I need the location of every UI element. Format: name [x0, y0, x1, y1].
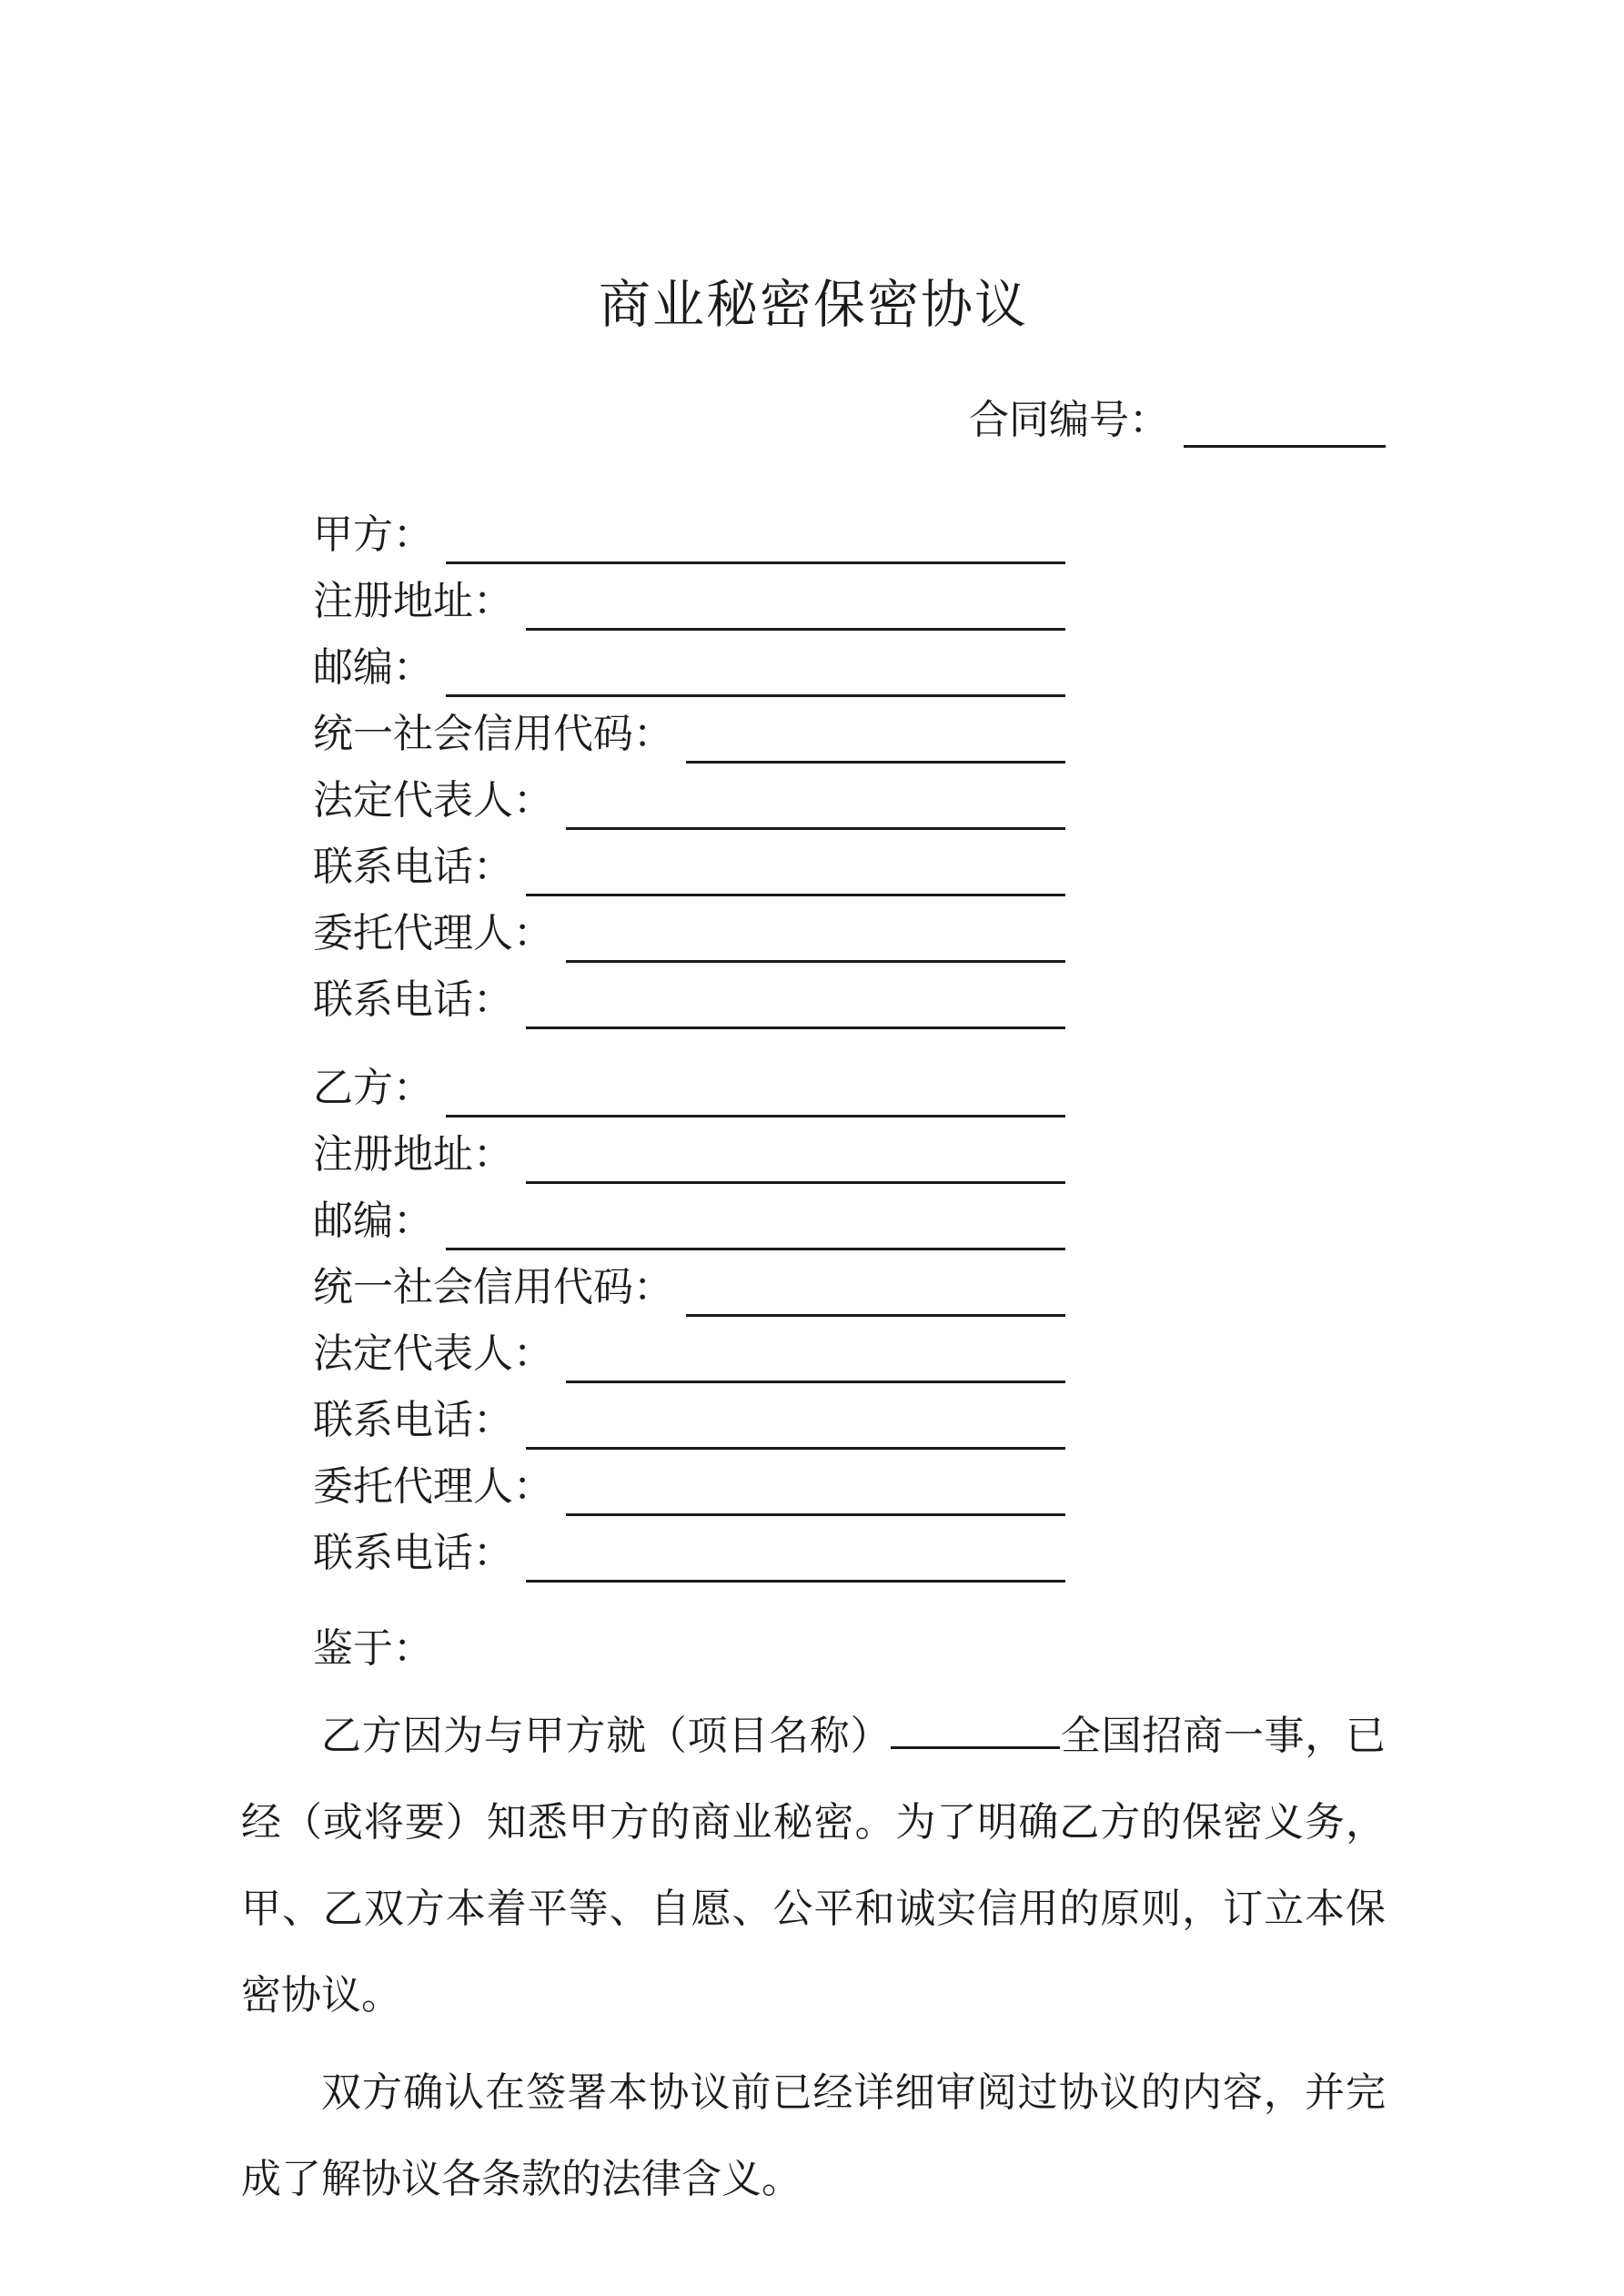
- party-b-agent-phone-row: [313, 1516, 1065, 1583]
- party-a-phone-blank[interactable]: [526, 844, 1065, 896]
- recital-text-before-blank: 乙方因为与甲方就（项目名称）: [321, 1714, 892, 1758]
- party-b-agent-phone-label: 联系电话：: [313, 1531, 513, 1575]
- party-b-name-label: 乙方：: [313, 1066, 433, 1110]
- party-a-agent-blank[interactable]: [566, 910, 1065, 963]
- party-a-agent-phone-row: [313, 963, 1065, 1029]
- party-b-phone-blank[interactable]: [526, 1397, 1065, 1450]
- party-b-legal-representative-row: [313, 1317, 1065, 1383]
- project-name-blank[interactable]: [891, 1718, 1060, 1749]
- party-b-agent-phone-blank[interactable]: [526, 1530, 1065, 1583]
- party-b-phone-row: [313, 1383, 1065, 1450]
- party-b-agent-blank[interactable]: [566, 1463, 1065, 1516]
- party-b-postal-code-label: 邮编：: [313, 1199, 433, 1243]
- party-a-section: [313, 498, 1065, 1029]
- party-b-legal-representative-blank[interactable]: [566, 1330, 1065, 1383]
- party-b-name-row: [313, 1051, 1065, 1118]
- party-b-name-blank[interactable]: [446, 1065, 1065, 1118]
- confirmation-paragraph: 双方确认在签署本协议前已经详细审阅过协议的内容，并完成了解协议各条款的法律含义。: [241, 2070, 1386, 2201]
- party-b-phone-label: 联系电话：: [313, 1398, 513, 1442]
- party-b-credit-code-blank[interactable]: [686, 1264, 1065, 1317]
- party-a-phone-label: 联系电话：: [313, 845, 513, 889]
- recital-text-after-blank: 全国招商一事，已经（或将要）知悉甲方的商业秘密。为了明确乙方的保密义务，甲、乙双方本着平等、自愿、公平和诚实信用的原则，订立本保密协议。: [241, 1714, 1387, 2018]
- party-b-credit-code-label: 统一社会信用代码：: [313, 1265, 673, 1310]
- party-a-registered-address-label: 注册地址：: [313, 579, 513, 623]
- contract-number-label: 合同编号：: [969, 398, 1169, 442]
- party-a-agent-row: [313, 896, 1065, 963]
- party-a-name-label: 甲方：: [313, 512, 433, 557]
- party-a-postal-code-label: 邮编：: [313, 645, 433, 690]
- party-a-legal-representative-blank[interactable]: [566, 777, 1065, 830]
- party-b-agent-row: [313, 1450, 1065, 1516]
- party-a-registered-address-row: [313, 564, 1065, 631]
- party-b-registered-address-row: [313, 1118, 1065, 1184]
- party-a-credit-code-row: [313, 697, 1065, 764]
- party-b-legal-representative-label: 法定代表人：: [313, 1331, 553, 1376]
- whereas-label: 鉴于：: [313, 1626, 433, 1671]
- party-a-postal-code-blank[interactable]: [446, 644, 1065, 697]
- party-a-credit-code-label: 统一社会信用代码：: [313, 712, 673, 756]
- party-a-postal-code-row: [313, 631, 1065, 697]
- party-b-section: [313, 1051, 1065, 1583]
- contract-number-row: [241, 391, 1386, 448]
- document-title: 商业秘密保密协议: [599, 276, 1028, 334]
- party-a-registered-address-blank[interactable]: [526, 578, 1065, 631]
- party-a-legal-representative-row: [313, 764, 1065, 830]
- party-a-name-row: [313, 498, 1065, 564]
- party-b-credit-code-row: [313, 1250, 1065, 1317]
- party-a-name-blank[interactable]: [446, 511, 1065, 564]
- party-b-registered-address-blank[interactable]: [526, 1131, 1065, 1184]
- party-a-agent-phone-label: 联系电话：: [313, 977, 513, 1022]
- party-b-registered-address-label: 注册地址：: [313, 1132, 513, 1177]
- party-b-postal-code-row: [313, 1184, 1065, 1250]
- party-a-phone-row: [313, 830, 1065, 896]
- recital-paragraph: [241, 1693, 1386, 2038]
- party-a-agent-phone-blank[interactable]: [526, 976, 1065, 1029]
- contract-number-blank[interactable]: [1184, 400, 1386, 448]
- party-a-agent-label: 委托代理人：: [313, 911, 553, 956]
- party-b-agent-label: 委托代理人：: [313, 1464, 553, 1509]
- party-a-legal-representative-label: 法定代表人：: [313, 778, 553, 823]
- party-a-credit-code-blank[interactable]: [686, 711, 1065, 764]
- party-b-postal-code-blank[interactable]: [446, 1198, 1065, 1250]
